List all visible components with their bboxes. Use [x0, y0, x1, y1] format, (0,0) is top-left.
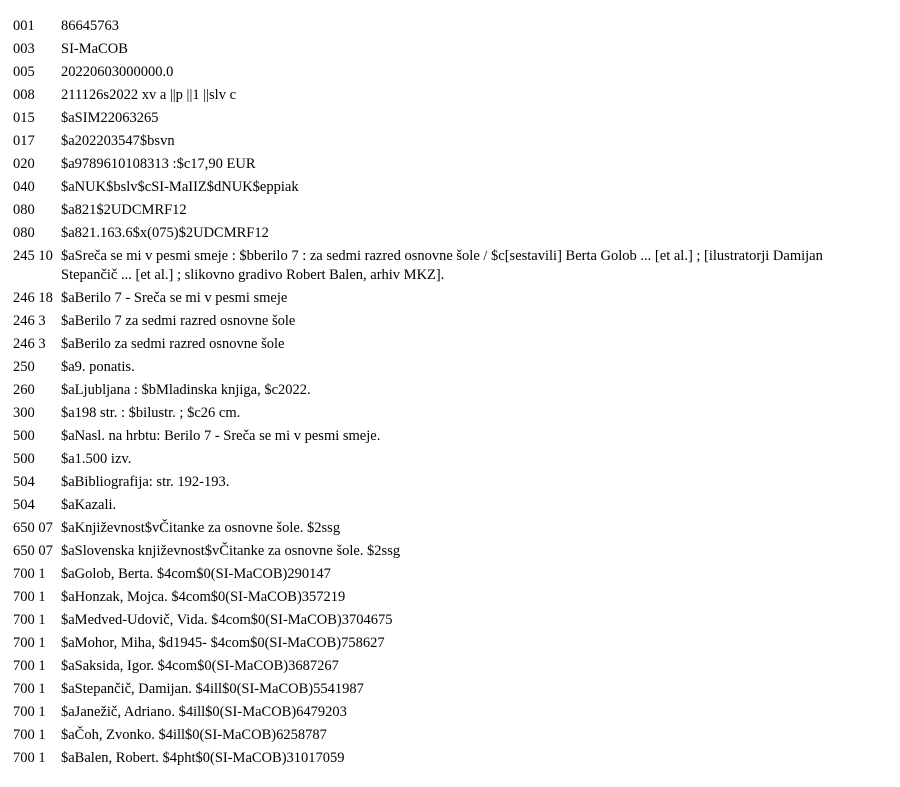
marc-field — [13, 335, 863, 354]
marc-field — [13, 312, 863, 331]
marc-field — [13, 289, 863, 308]
marc-field — [13, 132, 863, 151]
marc-field — [13, 680, 863, 699]
field-value: $aČoh, Zvonko. $4ill$0(SI-MaCOB)6258787 — [61, 727, 327, 743]
marc-field — [13, 726, 863, 745]
field-tag: 003 — [13, 41, 35, 57]
marc-record — [13, 17, 863, 772]
marc-field — [13, 381, 863, 400]
marc-field — [13, 657, 863, 676]
field-value: $a198 str. : $bilustr. ; $c26 cm. — [61, 405, 241, 421]
field-value: $aSaksida, Igor. $4com$0(SI-MaCOB)3687267 — [61, 658, 339, 674]
marc-field — [13, 450, 863, 469]
marc-field — [13, 542, 863, 561]
marc-field — [13, 40, 863, 59]
marc-field — [13, 155, 863, 174]
field-tag: 650 07 — [13, 520, 53, 536]
field-value: 211126s2022 xv a ||p ||1 ||slv c — [61, 87, 237, 103]
field-value: $aMedved-Udovič, Vida. $4com$0(SI-MaCOB)3704675 — [61, 612, 393, 628]
marc-field — [13, 86, 863, 105]
marc-field — [13, 109, 863, 128]
marc-field — [13, 611, 863, 630]
field-tag: 246 3 — [13, 313, 46, 329]
field-value: $aGolob, Berta. $4com$0(SI-MaCOB)290147 — [61, 566, 331, 582]
field-value: $aLjubljana : $bMladinska knjiga, $c2022. — [61, 382, 311, 398]
marc-field — [13, 565, 863, 584]
field-tag: 700 1 — [13, 727, 46, 743]
field-tag: 504 — [13, 497, 35, 513]
field-tag: 650 07 — [13, 543, 53, 559]
marc-field — [13, 247, 863, 285]
field-tag: 008 — [13, 87, 35, 103]
field-tag: 700 1 — [13, 750, 46, 766]
field-tag: 700 1 — [13, 566, 46, 582]
field-tag: 020 — [13, 156, 35, 172]
field-value: $a821.163.6$x(075)$2UDCMRF12 — [61, 225, 269, 241]
field-value: $a202203547$bsvn — [61, 133, 175, 149]
field-value: $aHonzak, Mojca. $4com$0(SI-MaCOB)357219 — [61, 589, 346, 605]
field-value: 86645763 — [61, 18, 119, 34]
marc-field — [13, 588, 863, 607]
marc-field — [13, 224, 863, 243]
marc-field — [13, 358, 863, 377]
field-value: $aBerilo 7 - Sreča se mi v pesmi smeje — [61, 290, 288, 306]
marc-field — [13, 519, 863, 538]
field-value: $aStepančič, Damijan. $4ill$0(SI-MaCOB)5541987 — [61, 681, 364, 697]
field-value: $aBerilo 7 za sedmi razred osnovne šole — [61, 313, 296, 329]
field-value: $aJanežič, Adriano. $4ill$0(SI-MaCOB)6479203 — [61, 704, 347, 720]
marc-field — [13, 473, 863, 492]
field-tag: 246 18 — [13, 290, 53, 306]
marc-field — [13, 749, 863, 768]
field-tag: 700 1 — [13, 589, 46, 605]
field-value: $aBalen, Robert. $4pht$0(SI-MaCOB)31017059 — [61, 750, 345, 766]
field-value: $aSreča se mi v pesmi smeje : $bberilo 7 : za sedmi razred osnovne šole / $c[sestavili] Berta Golob ... [et al.] ; [ilustratorji Damijan Stepančič ... [et al.] ; slikovno gradivo Robert Balen, arhiv MKZ]. — [61, 248, 823, 283]
field-value: $a9789610108313 :$c17,90 EUR — [61, 156, 256, 172]
marc-field — [13, 427, 863, 446]
field-tag: 017 — [13, 133, 35, 149]
field-tag: 080 — [13, 225, 35, 241]
field-tag: 005 — [13, 64, 35, 80]
field-value: $aMohor, Miha, $d1945- $4com$0(SI-MaCOB)758627 — [61, 635, 385, 651]
field-tag: 260 — [13, 382, 35, 398]
field-tag: 700 1 — [13, 681, 46, 697]
field-value: $a9. ponatis. — [61, 359, 135, 375]
marc-field — [13, 63, 863, 82]
field-value: $aNUK$bslv$cSI-MaIIZ$dNUK$eppiak — [61, 179, 299, 195]
field-tag: 300 — [13, 405, 35, 421]
field-tag: 504 — [13, 474, 35, 490]
field-tag: 700 1 — [13, 635, 46, 651]
field-tag: 040 — [13, 179, 35, 195]
marc-field — [13, 703, 863, 722]
field-value: $aSIM22063265 — [61, 110, 159, 126]
field-tag: 250 — [13, 359, 35, 375]
field-tag: 080 — [13, 202, 35, 218]
field-value: $a821$2UDCMRF12 — [61, 202, 187, 218]
field-tag: 246 3 — [13, 336, 46, 352]
field-tag: 015 — [13, 110, 35, 126]
field-value: $aSlovenska književnost$vČitanke za osnovne šole. $2ssg — [61, 543, 401, 559]
marc-field — [13, 404, 863, 423]
field-tag: 001 — [13, 18, 35, 34]
field-tag: 500 — [13, 451, 35, 467]
field-value: $aBerilo za sedmi razred osnovne šole — [61, 336, 285, 352]
marc-field — [13, 496, 863, 515]
field-value: $aKazali. — [61, 497, 117, 513]
field-tag: 700 1 — [13, 612, 46, 628]
field-tag: 500 — [13, 428, 35, 444]
field-tag: 700 1 — [13, 704, 46, 720]
field-tag: 245 10 — [13, 248, 53, 264]
marc-field — [13, 17, 863, 36]
field-value: SI-MaCOB — [61, 41, 128, 57]
field-value: $aNasl. na hrbtu: Berilo 7 - Sreča se mi v pesmi smeje. — [61, 428, 381, 444]
field-tag: 700 1 — [13, 658, 46, 674]
field-value: $aBibliografija: str. 192-193. — [61, 474, 230, 490]
field-value: $aKnjiževnost$vČitanke za osnovne šole. $2ssg — [61, 520, 341, 536]
field-value: $a1.500 izv. — [61, 451, 132, 467]
marc-field — [13, 178, 863, 197]
marc-field — [13, 634, 863, 653]
field-value: 20220603000000.0 — [61, 64, 174, 80]
marc-field — [13, 201, 863, 220]
